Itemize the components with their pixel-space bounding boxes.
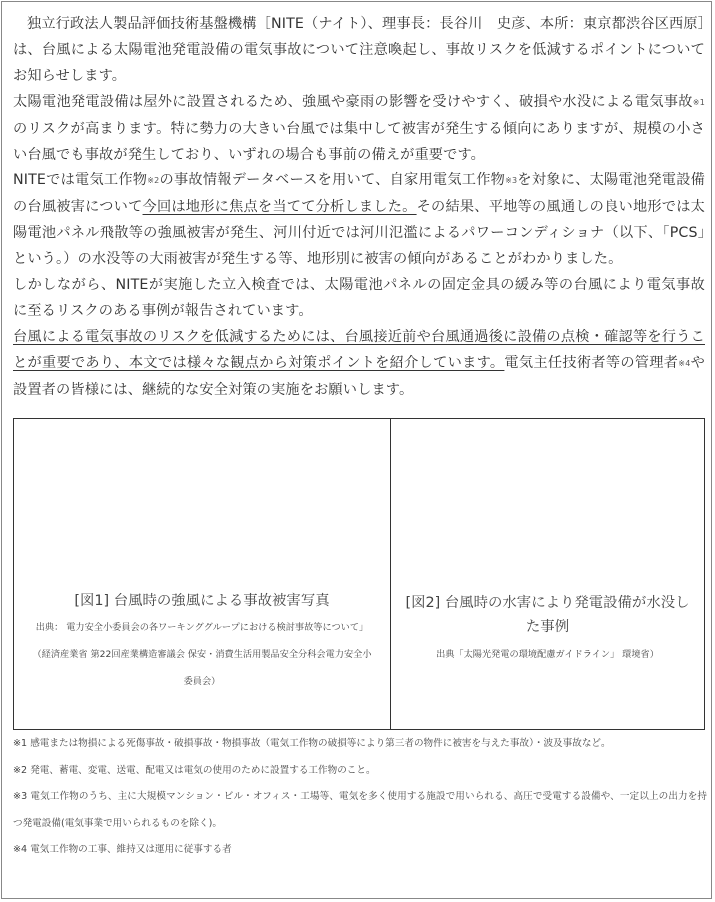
underlined-text: 台風による電気事故のリスクを低減するためには、台風接近前や台風通過後に設備の点検・確認等を行うことが重要であり、本文では様々な観点から対策ポイントを紹介しています。 — [13, 328, 705, 371]
footnote-ref-3: ※3 — [505, 176, 518, 186]
analysis-paragraph: NITEでは電気工作物$^{※2}$の事故情報データベースを用いて、自家用電気工作物$^{※3}$を対象に、太陽電池発電設備の台風被害について今回は地形に焦点を当てて分析しました。その結果、平地等の風通しの良い地形では太陽電池パネル飛散等の強風被害が発生、河川付近では河川氾濫によるパワーコンディショナ（以下、「PCS」という。）の水没等の大雨被害が発生する等、地形別に被害の傾向があることがわかりました。 — [13, 172, 706, 268]
footnote-ref-1: ※1 — [692, 97, 706, 107]
recommendation-paragraph: 台風による電気事故のリスクを低減するためには、台風接近前や台風通過後に設備の点検・確認等を行うことが重要であり、本文では様々な観点から対策ポイントを紹介しています。電気主任技術者等の管理者$^{※4}$や設置者の皆様には、継続的な安全対策の実施をお願いします。 — [13, 328, 706, 398]
footnote-ref-2: ※2 — [147, 176, 160, 186]
footnote-2: ※2 発電、蓄電、変電、送電、配電又は電気の使用のために設置する工作物のこと。 — [13, 764, 376, 776]
intro-paragraph: 独立行政法人製品評価技術基盤機構［NITE（ナイト）、理事長：長谷川 史彦、本所：東京都渋谷区西原］は、台風による太陽電池発電設備の電気事故について注意喚起し、事故リスクを低減するポイントについてお知らせします。 — [13, 16, 705, 84]
footnote-ref-4: ※4 — [678, 358, 691, 368]
figure-1-source: 出典： 電力安全小委員会の各ワーキンググループにおける検討事故等について」 — [35, 622, 369, 633]
figure-2-source: 出典「太陽光発電の環境配慮ガイドライン」 環境省） — [436, 649, 659, 660]
figure-1 — [14, 419, 391, 729]
footnote-4: ※4 電気工作物の工事、維持又は運用に従事する者 — [13, 844, 232, 855]
figure-1-title: [図1] 台風時の強風による事故被害写真 — [74, 593, 330, 609]
figure-2-title: [図2] 台風時の水害により発電設備が水没した事例 — [405, 595, 690, 635]
figures-table — [13, 418, 705, 730]
footnote-1: ※1 感電または物損による死傷事故・破損事故・物損事故（電気工作物の破損等により第三者の物件に被害を与えた事故）・波及事故など。 — [13, 738, 611, 749]
inspection-paragraph: しかしながら、NITEが実施した立入検査では、太陽電池パネルの固定金具の緩み等の台風により電気事故に至るリスクのある事例が報告されています。 — [13, 277, 705, 319]
risk-paragraph: 太陽電池発電設備は屋外に設置されるため、強風や豪雨の影響を受けやすく、破損や水没による電気事故$^{※1}$のリスクが高まります。特に勢力の大きい台風では集中して被害が発生する傾向にありますが、規模の小さい台風でも事故が発生しており、いずれの場合も事前の備えが重要です。 — [13, 93, 706, 163]
footnote-3: ※3 電気工作物のうち、主に大規模マンション・ビル・オフィス・工場等、電気を多く使用する施設で用いられる、高圧で受電する設備や、一定以上の出力を持つ発電設備(電気事業で用いられるものを除く)。 — [13, 791, 707, 829]
figure-1-caption — [14, 589, 390, 695]
document-page — [1, 1, 712, 899]
body-text — [13, 12, 705, 404]
footnotes — [13, 731, 707, 864]
figure-2 — [391, 419, 704, 729]
underlined-text: 今回は地形に焦点を当てて分析しました。 — [142, 199, 417, 216]
figure-2-caption — [391, 591, 704, 668]
figure-1-source-org: （経済産業省 第22回産業構造審議会 保安・消費生活用製品安全分科会電力安全小委員会） — [32, 649, 372, 687]
